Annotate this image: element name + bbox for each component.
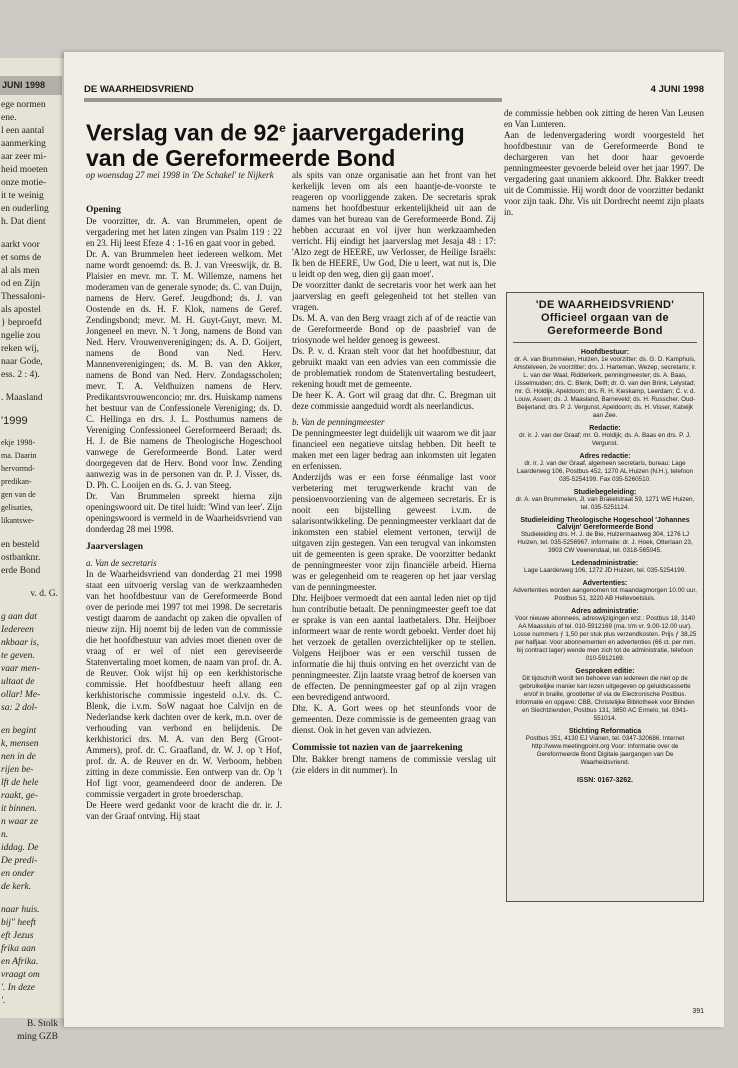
prev-text-line: ess. 2 : 4). (1, 370, 40, 380)
colofon-section-text: dr. ir. J. van der Graaf; mr. G. Holdijk; ds. A. Baas en drs. P. J. Vergunst. (519, 432, 691, 447)
article-column-3 (504, 108, 704, 218)
colofon-title-line-1: 'DE WAARHEIDSVRIEND' (535, 299, 675, 311)
prev-signature-3: B. Stolk (26, 1019, 58, 1029)
paragraph: Aan de ledenvergadering wordt voorgesteld het hoofdbestuur van de Gereformeerde Bond te dechargeren van het door haar gevoerde penningmeester gevoerde beleid over het jaar 1997. De vergadering gaat unaniem akkoord. Dhr. Bakker treedt uit de Commissie. Hij wordt door de voorzitter bedankt voor zijn taak. Dhr. Vis uit Dordrecht neemt zijn plaats in. (504, 130, 704, 217)
prev-text-line: de kerk. (1, 882, 32, 892)
prev-text-line: } beproefd (1, 318, 42, 328)
paragraph: De voorzitter dankt de secretaris voor het werk aan het jaarverslag en geeft gelegenheid tot het stellen van vragen. (292, 280, 496, 312)
colofon-section-text: Studieleiding drs. H. J. de Bie, Hulzermaatweg 304, 1276 LJ Huizen, tel. 035-5256967. Informatie: dr. J. Hoek, Otterlaan 23, 3903 CW Veenendaal, tel. 0318-565045. (517, 531, 693, 554)
prev-text-line: lft de hele (1, 778, 39, 788)
prev-text-block-5 (0, 611, 62, 715)
colofon-title (513, 299, 697, 343)
colofon-section-heading: Advertenties: (582, 580, 628, 587)
colofon-section-text: Lage Laarderweg 106, 1272 JD Huizen, tel. 035-5254199. (523, 567, 687, 574)
prev-text-line: iddag. De (1, 843, 39, 853)
prev-text-line: bij" heeft (1, 918, 36, 928)
magazine-page (64, 52, 724, 1027)
prev-text-line: likantswe- (1, 516, 35, 525)
prev-text-line: h. Dat dient (1, 217, 46, 227)
article-intro: op woensdag 27 mei 1998 in 'De Schakel' te Nijkerk (86, 170, 274, 180)
prev-text-line: en onder (1, 869, 35, 879)
prev-text-line: en besteld (1, 540, 40, 550)
prev-text-line: ngelie zou (1, 331, 41, 341)
paragraph: Dr. Van Brummelen spreekt hierna zijn openingswoord uit. De titel luidt: 'Wind van leer'. Zijn openingswoord is vermeld in de Waarheidsvriend van donderdag 28 mei 1998. (86, 491, 282, 534)
prev-text-line: n. (1, 830, 9, 840)
prev-text-line: '. In deze (1, 983, 35, 993)
paragraph: Dhr. Heijboer vermoedt dat een aantal leden niet op tijd hun contributie betaalt. De penningmeester geeft toe dat er sprake is van een aantal laatbetalers. Dhr. Heijboer informeert waar de rente wordt geboekt. Verder doet hij het verzoek de getallen overzichtelijker op te stellen. Volgens Heijboer was er een verschil tussen de informatie die hij thuis ontving en het overzicht van de penningmeester. Zijn laatste vraag betrof de koersen van de effecten. De penningmeester gaf op al zijn vragen een bevredigend antwoord. (292, 593, 496, 702)
prev-text-line: Thessaloni- (1, 292, 46, 302)
prev-text-line: aanmerking (1, 139, 46, 149)
title-superscript: e (279, 121, 286, 135)
title-line-2: van de Gereformeerde Bond (86, 144, 396, 171)
prev-text-line: '. (1, 996, 6, 1006)
paragraph: Ds. P. v. d. Kraan stelt voor dat het hoofdbestuur, dat gebruikt maakt van een advies van een commissie die de problematiek rondom de Statenvertaling bestudeert, rekening houdt met de gemeente. (292, 346, 496, 389)
prev-text-line: naar huis. (1, 905, 40, 915)
paragraph: Anderzijds was er een forse éénmalige last voor verbetering met terugwerkende kracht van de pensioenvoorziening van de algemeen secretaris. Er is nooit een bijstelling geweest i.v.m. de salarisontwikkeling. De penningmeester verklaart dat de inkomsten een stabiel element vertonen, terwijl de uitgaven zijn gestegen. Van een terugval van inkomsten uit de gemeenten is geen sprake. De voorzitter bedankt de penningmeester voor zijn financiële arbeid. Hierna was er gelegenheid om te reageren op het jaar verslag van de penningmeester. (292, 472, 496, 592)
prev-text-line: Iedereen (1, 625, 34, 635)
prev-text-line: hervormd- (1, 464, 35, 473)
prev-text-line: k, mensen (1, 739, 39, 749)
prev-text-line: ma. Daarin (1, 451, 37, 460)
article-column-1 (86, 198, 282, 822)
prev-text-line: en begint (1, 726, 37, 736)
article-column-2 (292, 170, 496, 776)
issue-date: 4 JUNI 1998 (650, 84, 704, 95)
prev-text-block-3 (0, 438, 62, 529)
prev-text-line: vraagt om (1, 970, 40, 980)
paragraph: In de Waarheidsvriend van donderdag 21 mei 1998 staat een uitvoerig verslag van de werkzaamheden van het hoofdbestuur van de Gereformeerde Bond over de periode mei 1997 tot mei 1998. De secretaris vestigt daarom de aandacht op zaken die opvallen of nieuw zijn. Hij noemt bij de leden van de commissie die het hoofdbestuur van advies moet dienen over de vraag of er wel of niet een gereviseerde Statenvertaling moet komen, de naam van prof. dr. A. de Reuver. Ook wijst hij op een kerkhistorische commissie. Het hoofdbestuur heeft allang een kerkhistorische commissie ingesteld o.l.v. ds. C. Blenk, die i.v.m. SoW nagaat hoe Calvijn en de Nederlandse kerk dachten over de kerk, m.n. over de verhouding van verbond en belijdenis. De kerkhistorici drs. M. A. van den Berg (Groot-Ammers), prof. dr. C. Graafland, dr. W. J. op 't Hof, prof. dr. A. de Reuver en dr. W. Verboom, hebben zitting in deze commissie. Een ontwerp van dr. Op 't Hof ligt voor, geamendeerd door de anderen. De commissie vergadert in grote broederschap. (86, 569, 282, 799)
prev-signature-1: . Maasland (1, 393, 43, 403)
prev-text-line: te geven. (1, 651, 35, 661)
paragraph: De voorzitter, dr. A. van Brummelen, opent de vergadering met het laten zingen van Psalm 119 : 22 en 23. Hij leest Efeze 4 : 1-16 en gaat voor in gebed. (86, 216, 282, 248)
issn-number: ISSN: 0167-3262. (576, 777, 634, 784)
article-title (86, 116, 486, 171)
section-heading: Jaarverslagen (86, 542, 143, 552)
prev-text-line: n waar ze (1, 817, 38, 827)
prev-text-line: rijen be- (1, 765, 34, 775)
colofon-section-heading: Studieleiding Theologische Hogeschool 'Johannes Calvijn' Gereformeerde Bond (520, 517, 690, 531)
prev-text-line: sa: 2 dol- (1, 703, 38, 713)
prev-signature-2: v. d. G. (30, 589, 58, 599)
paragraph: De penningmeester legt duidelijk uit waarom we dit jaar financieel een negatieve uitslag hebben. Dit heeft te maken met een lager bedrag aan inkomsten uit legaten en erfenissen. (292, 428, 496, 471)
colofon-section-heading: Hoofdbestuur: (580, 349, 630, 356)
colofon-section-heading: Gesproken editie: (575, 668, 635, 675)
prev-text-line: als apostel (1, 305, 41, 315)
prev-text-block-6 (0, 725, 62, 894)
prev-text-line: od en Zijn (1, 279, 41, 289)
paragraph: Dhr. K. A. Gort wees op het steunfonds voor de gemeenten. Deze commissie is de gemeenten graag van dienst. Ook in het geven van adviezen. (292, 703, 496, 735)
prev-text-block-1 (0, 99, 62, 229)
prev-text-line: heid moeten (1, 165, 48, 175)
paragraph: Dhr. Bakker brengt namens de commissie verslag uit (zie elders in dit nummer). In (292, 754, 496, 775)
paragraph: De Heere werd gedankt voor de kracht die dr. ir. J. van der Graaf ontving. Hij staat (86, 800, 282, 821)
colofon-section-heading: Redactie: (589, 425, 621, 432)
prev-text-line: ostbanknr. (1, 553, 41, 563)
prev-text-line: al als men (1, 266, 40, 276)
prev-text-line: g aan dat (1, 612, 37, 622)
paragraph: Ds. M. A. van den Berg vraagt zich af of de reactie van de Gereformeerde Bond op de paasbrief van de triosynode wel helder genoeg is geweest. (292, 313, 496, 345)
prev-text-line: l een aantal (1, 126, 45, 136)
prev-heading-year: '1999 (1, 415, 28, 427)
colofon-section-heading: Studiebegeleiding: (573, 489, 637, 496)
prev-text-line: en Afrika. (1, 957, 39, 967)
prev-text-line: ollar! Me- (1, 690, 41, 700)
prev-text-line: nkbaar is, (1, 638, 39, 648)
prev-text-line: ene. (1, 113, 17, 123)
page-number: 391 (692, 1008, 704, 1015)
colofon-section-text: Advertenties worden aangenomen tot maandagmorgen 10.00 uur, Postbus 51, 3220 AB Hellevoetsluis. (513, 587, 697, 602)
prev-text-line: ekje 1998- (1, 438, 35, 447)
prev-text-line: en ouderling (1, 204, 49, 214)
prev-text-line: frika aan (1, 944, 36, 954)
prev-text-line: De predi- (1, 856, 38, 866)
prev-text-line: nen in de (1, 752, 36, 762)
prev-text-line: vaar men- (1, 664, 40, 674)
prev-text-line: gelisaties, (1, 503, 33, 512)
colofon-sections (513, 349, 697, 767)
previous-page-edge (0, 58, 62, 1042)
colofon-section-text: Voor nieuwe abonnees, adreswijzigingen enz.: Postbus 18, 3140 AA Maassluis of tel. 010-5912169 (ma. t/m vr. 9.00-12.00 uur). Losse nummers ƒ 1,50 per stuk plus verzendkosten. Prijs ƒ 38,25 per halfjaar. Voor abonnementen en advertenties (66 ct. per mm, bij contract lager) wende men zich tot de administratie, telefoon 010-5912169. (513, 615, 697, 662)
paragraph: als spits van onze organisatie aan het front van het kerkelijk leven om als een haantje-de-voorste te reageren op voorliggende zaken. De secretaris sprak namens het hoofdbestuur erkentelijkheid uit aan de dames van het bureau van de Gereformeerde Bond. Zij hebben accuraat en vol ijver hun werkzaamheden verricht. Hij eindigt het jaarverslag met Jesaja 48 : 17: 'Alzo zegt de HEERE, uw Verlosser, de Heilige Israëls: Ik ben de HEERE, Uw God, Die u leert, wat nut is, Die u leidt op den weg, dien gij gaan moet'. (292, 170, 496, 279)
title-line-1-pre: Verslag van de 92 (86, 119, 280, 146)
prev-text-line: aar zeer mi- (1, 152, 47, 162)
paragraph: De heer K. A. Gort wil graag dat dhr. C. Bregman uit deze commissie aangeduid wordt als neerlandicus. (292, 390, 496, 411)
prev-text-line: ege normen (1, 100, 46, 110)
prev-text-block-4 (0, 539, 62, 578)
prev-text-line: et soms de (1, 253, 42, 263)
paragraph: de commissie hebben ook zitting de heren Van Leusen en Van Lunteren. (504, 108, 704, 129)
prev-signature-4: ming GZB (17, 1032, 58, 1042)
prev-text-block-7 (0, 904, 62, 1008)
colofon-section-text: dr. ir. J. van der Graaf, algemeen secretaris, bureau: Lage Laarderweg 106, Postbus 452, 1270 AL Huizen (N.H.), telefoon 035-5254199. Fax 035-5260510. (516, 460, 694, 483)
prev-text-line: eft Jezus (1, 931, 34, 941)
paragraph: Dr. A. van Brummelen heet iedereen welkom. Met name wordt genoemd: ds. B. J. van Vreeswijk, dr. B. Plaisier en mevr. mr. T. M. Willemze, namens het moderamen van de generale synode; ds. C. van Duijn, namens de Herv. Geref. Jeugdbond; ds. J. van Oostende en ds. H. F. Klok, namens de Geref. Zendingsbond; mevr. M. H. Guyt-Guyt, mevr. M. Jongeneel en mevr. N. 't Jong, namens de Bond van Ned. Herv. Vrouwenverenigingen; ds. A. D. Goijert, namens de Bond van Ned. Herv. Mannenverenigingen; ds. M. B. van den Akker, namens de Bond van Ned. Herv. Zondagsscholen; mevr. T. A. Veldhuizen namens de Herv. Predikantsvrouwenconcio; mr. drs. Huiskamp namens het bestuur van de Confessionele Vereniging; ds. D. C. Hellinga en drs. J. L. Posthumus namens de Vereniging Confessioneel Gereformeerd Beraad; ds. H. J. de Bie namens de Theologische Hogeschool vanwege de Gereformeerde Bond. Later werd doorgegeven dat de Herv. Bond voor Inw. Zending aanwezig was in de personen van dr. P. J. Visser, ds. D. Ph. C. Looijen en ds. G. J. van Steeg. (86, 249, 282, 490)
subsection-heading: b. Van de penningmeester (292, 417, 385, 427)
colofon-section-heading: Stichting Reformatica (568, 728, 642, 735)
prev-text-line: it te weinig (1, 191, 44, 201)
colofon-section-heading: Adres administratie: (571, 608, 639, 615)
colofon-title-line-3: Gereformeerde Bond (547, 325, 663, 337)
publication-name: DE WAARHEIDSVRIEND (84, 84, 194, 95)
prev-text-line: erde Bond (1, 566, 41, 576)
prev-text-line: raakt, ge- (1, 791, 38, 801)
colofon-section-heading: Adres redactie: (579, 453, 631, 460)
colofon-section-heading: Ledenadministratie: (571, 560, 639, 567)
prev-text-line: ultaat de (1, 677, 35, 687)
prev-text-block-2 (0, 239, 62, 382)
prev-text-line: naar Gode, (1, 357, 43, 367)
colofon-section-text: dr. A. van Brummelen, Huizen, 1e voorzitter; ds. G. D. Kamphuis, Amstelveen, 2e voorzitter; drs. J. Harteman, Wezep, secretaris; ir. L. van der Waal, Ridderkerk, penningmeester; ds. A. Baas, IJsselmuiden; drs. C. Blenk, Delft; dr. G. van den Brink, Lelystad; mr. G. Holdijk, Apeldoorn; drs. R. H. Kieskamp, Leerdam; C. v. d. Louw, Assen; ds. J. Maasland, Barneveld; ds. H. Russcher, Oud-Beijerland; drs. P. J. Vergunst, Apeldoorn; ds. H. Visser, Katwijk aan Zee. (513, 356, 697, 419)
prev-text-line: gen van de (1, 490, 36, 499)
prev-text-line: onze motie- (1, 178, 47, 188)
section-heading: Commissie tot nazien van de jaarrekening (292, 743, 463, 753)
header-rule (84, 98, 502, 102)
subsection-heading: a. Van de secretaris (86, 558, 157, 568)
prev-text-line: aarkt voor (1, 240, 40, 250)
colofon-section-text: Dit tijdschrift wordt ten behoeve van iedereen die niet op de gebruikelijke manier kan lezen uitgegeven op geluidscassette en/of in braille, grootletter of via de Electronische Postbus. Informatie en opgave: CBB, Christelijke Bibliotheek voor Blinden en Slechtzienden, Postbus 131, 3850 AC Ermelo, tel. 0341-551014. (515, 675, 695, 722)
section-heading: Opening (86, 205, 121, 215)
colofon-section-text: Postbus 351, 4130 EJ Vianen, tel. 0347-320686. Internet http://www.meetingpoint.org Voor: Informatie over de Gereformeerde Bond Digitale jaargangen van De Waarheidsvriend. (525, 735, 685, 766)
colofon-title-line-2: Officieel orgaan van de (541, 312, 669, 324)
prev-text-line: predikan- (1, 477, 32, 486)
prev-text-line: it binnen. (1, 804, 37, 814)
colofon-section-text: dr. A. van Brummelen, Jl. van Brakelstraat 59, 1271 WE Huizen, tel. 035-5251124. (515, 496, 695, 511)
title-line-1-post: jaarvergadering (285, 119, 465, 146)
colofon-box (506, 292, 704, 902)
prev-text-line: reken wij, (1, 344, 39, 354)
previous-page-header: JUNI 1998 (0, 76, 62, 95)
